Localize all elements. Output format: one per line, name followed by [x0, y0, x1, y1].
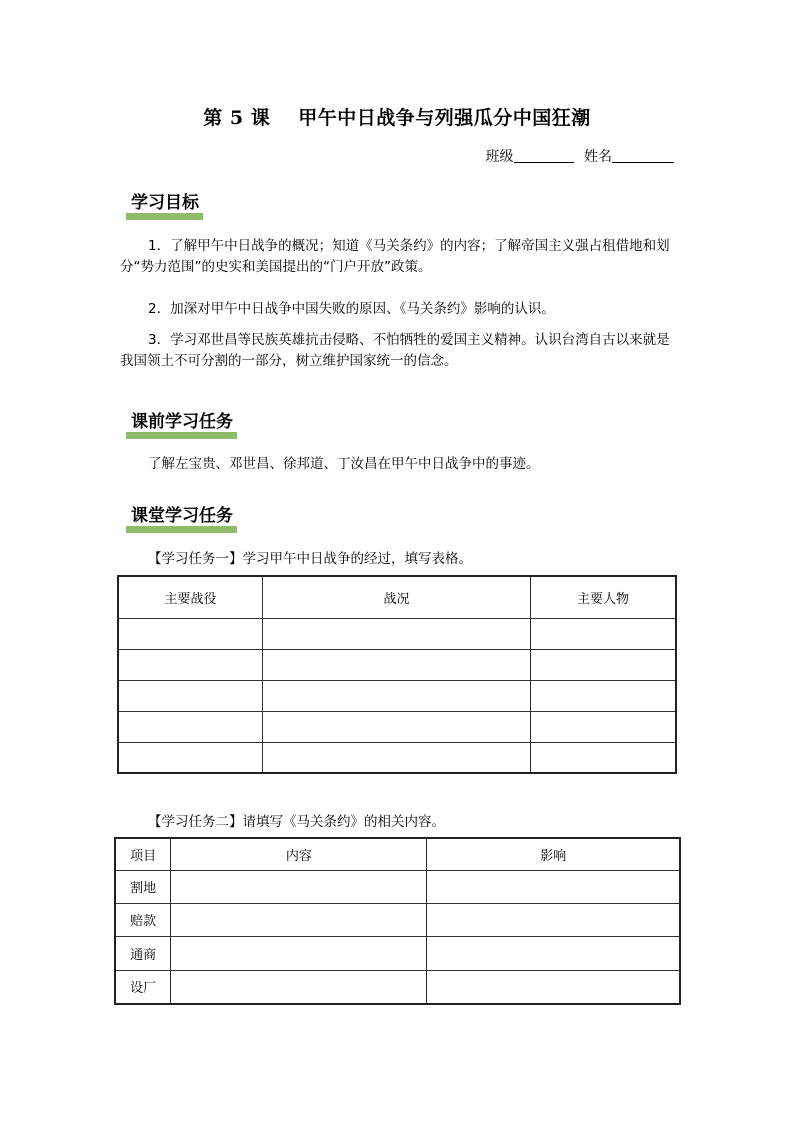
section-heading-pre-class: 课前学习任务: [126, 412, 237, 439]
table-cell[interactable]: [118, 618, 262, 649]
table-row: [115, 936, 680, 970]
table-cell[interactable]: [171, 870, 427, 903]
class-blank[interactable]: [514, 148, 574, 163]
table-cell[interactable]: [262, 742, 530, 773]
table-cell[interactable]: [262, 711, 530, 742]
table-cell[interactable]: [530, 711, 676, 742]
lesson-number: 第 5 课: [203, 107, 271, 129]
table-row: [115, 870, 680, 903]
table-cell[interactable]: [530, 742, 676, 773]
table-row: [118, 649, 676, 680]
class-label: 班级: [485, 149, 514, 165]
lesson-title: 甲午中日战争与列强瓜分中国狂潮: [298, 107, 591, 129]
table-cell[interactable]: [427, 970, 680, 1004]
section-heading-objectives: 学习目标: [126, 193, 203, 220]
table-cell[interactable]: [118, 680, 262, 711]
name-label: 姓名: [584, 149, 612, 165]
table-header-people: 主要人物: [530, 576, 676, 618]
table-row: [118, 742, 676, 773]
objective-item-1: 1．了解甲午中日战争的概况；知道《马关条约》的内容；了解帝国主义强占租借地和划分“势力范围”的史实和美国提出的“门户开放”政策。: [120, 238, 670, 275]
name-blank[interactable]: [612, 148, 674, 163]
table-header-content: 内容: [171, 838, 427, 870]
row-label-trade: 通商: [115, 936, 171, 970]
row-label-indemnity: 赔款: [115, 903, 171, 936]
task2-label: 【学习任务二】请填写《马关条约》的相关内容。: [148, 814, 445, 830]
row-label-cession: 割地: [115, 870, 171, 903]
task1-label: 【学习任务一】学习甲午中日战争的经过，填写表格。: [148, 551, 472, 567]
task2-table: [114, 837, 681, 1005]
table-header-item: 项目: [115, 838, 171, 870]
table-cell[interactable]: [171, 970, 427, 1004]
table-cell[interactable]: [427, 936, 680, 970]
objective-item-3: 3．学习邓世昌等民族英雄抗击侵略、不怕牺牲的爱国主义精神。认识台湾自古以来就是我国领土不可分割的一部分，树立维护国家统一的信念。: [120, 332, 670, 369]
row-label-factories: 设厂: [115, 970, 171, 1004]
student-info: [486, 146, 674, 166]
table-cell[interactable]: [118, 742, 262, 773]
table-cell[interactable]: [262, 680, 530, 711]
objective-item-2: 2．加深对甲午中日战争中国失败的原因、《马关条约》影响的认识。: [148, 301, 555, 317]
table-header-situation: 战况: [262, 576, 530, 618]
table-cell[interactable]: [427, 870, 680, 903]
table-cell[interactable]: [530, 680, 676, 711]
table-cell[interactable]: [262, 649, 530, 680]
page-title: [0, 103, 794, 130]
table-row: [118, 711, 676, 742]
section-heading-in-class: 课堂学习任务: [126, 506, 237, 533]
table-cell[interactable]: [262, 618, 530, 649]
table-row: [115, 903, 680, 936]
task1-table: [117, 575, 677, 774]
table-cell[interactable]: [427, 903, 680, 936]
table-row: [118, 618, 676, 649]
table-header-battle: 主要战役: [118, 576, 262, 618]
pre-class-task: 了解左宝贵、邓世昌、徐邦道、丁汝昌在甲午中日战争中的事迹。: [148, 456, 540, 472]
table-cell[interactable]: [118, 649, 262, 680]
table-row: [118, 680, 676, 711]
table-cell[interactable]: [118, 711, 262, 742]
table-cell[interactable]: [530, 649, 676, 680]
table-row: [115, 970, 680, 1004]
table-cell[interactable]: [171, 903, 427, 936]
table-cell[interactable]: [171, 936, 427, 970]
table-header-impact: 影响: [427, 838, 680, 870]
table-cell[interactable]: [530, 618, 676, 649]
